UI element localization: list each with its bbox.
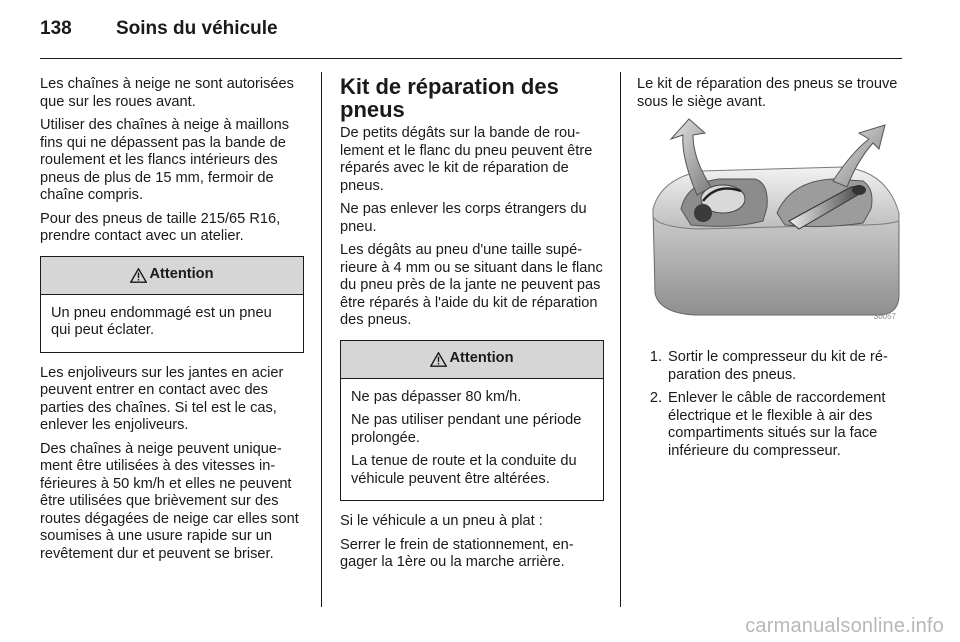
paragraph: De petits dégâts sur la bande de roulement et le flanc du pneu peuvent être réparés avec le kit de réparation de pneus. (340, 125, 593, 194)
warning-text: Ne pas dépasser 80 km/h. (351, 388, 522, 405)
paragraph: Les chaînes à neige ne sont autorisées que sur les roues avant. (40, 76, 294, 110)
paragraph: Utiliser des chaînes à neige à maillons fins qui ne dépassent pas la bande de roulement et les flancs intérieurs des pneus de plus de 15 mm, fermoir de chaîne compris. (40, 117, 290, 203)
step-text: Sortir le compresseur du kit de réparation des pneus. (668, 349, 888, 383)
instruction-list (637, 349, 902, 460)
paragraph: Des chaînes à neige peuvent uniquement être utilisées à des vitesses inférieures à 50 km/h et elles ne peuvent être utilisées que brièvement sur des routes dégagées de neige car elles sont soumises à une usure rapide sur un revêtement dur et peuvent se briser. (40, 440, 299, 562)
section-title: Soins du véhicule (116, 18, 278, 39)
column-divider (620, 72, 621, 607)
warning-triangle-icon (130, 268, 147, 283)
step-number: 1. (649, 349, 662, 365)
warning-text: Ne pas utiliser pendant une période prolongée. (351, 412, 582, 446)
column-divider (321, 72, 322, 607)
header-divider (40, 58, 902, 59)
warning-body (341, 379, 603, 501)
step-number: 2. (649, 390, 662, 406)
watermark-url: carmanualsonline.info (745, 615, 944, 637)
warning-triangle-icon (430, 352, 447, 367)
column-middle (340, 76, 604, 578)
paragraph: Le kit de réparation des pneus se trouve sous le siège avant. (637, 76, 898, 110)
warning-header (341, 341, 603, 379)
paragraph: Si le véhicule a un pneu à plat : (340, 513, 543, 529)
warning-text: Un pneu endommagé est un pneu qui peut éclater. (51, 304, 272, 338)
figure-number: 30057 (873, 311, 896, 321)
step-text: Enlever le câble de raccordement électrique et le flexible à air des compartiments situés sur la face inférieure du compresseur. (668, 390, 886, 459)
list-item (637, 349, 902, 384)
paragraph: Les dégâts au pneu d'une taille supérieure à 4 mm ou se situant dans le flanc du pneu près de la jante ne peuvent pas être réparés à l'aide du kit de réparation des pneus. (340, 242, 603, 328)
page-header (40, 18, 278, 48)
paragraph: Les enjoliveurs sur les jantes en acier peuvent entrer en contact avec des parties des chaînes. Si tel est le cas, enlever les enjoliveurs. (40, 364, 284, 433)
warning-text: La tenue de route et la conduite du véhicule peuvent être altérées. (351, 453, 577, 487)
warning-box (340, 340, 604, 502)
warning-box (40, 256, 304, 353)
column-left (40, 76, 304, 569)
tire-repair-kit-illustration (637, 117, 902, 329)
list-item (637, 390, 902, 460)
warning-title: Attention (449, 350, 514, 367)
paragraph: Pour des pneus de taille 215/65 R16, prendre contact avec un atelier. (40, 210, 281, 244)
section-heading: Kit de réparation des pneus (340, 74, 559, 122)
warning-header (41, 257, 303, 295)
column-right (637, 76, 902, 466)
paragraph: Serrer le frein de stationnement, engager la 1ère ou la marche arrière. (340, 536, 574, 570)
warning-title: Attention (149, 266, 214, 283)
page-number: 138 (40, 18, 72, 39)
paragraph: Ne pas enlever les corps étrangers du pneu. (340, 201, 587, 235)
warning-body (41, 295, 303, 352)
illustration-tire-repair-kit (637, 117, 902, 329)
